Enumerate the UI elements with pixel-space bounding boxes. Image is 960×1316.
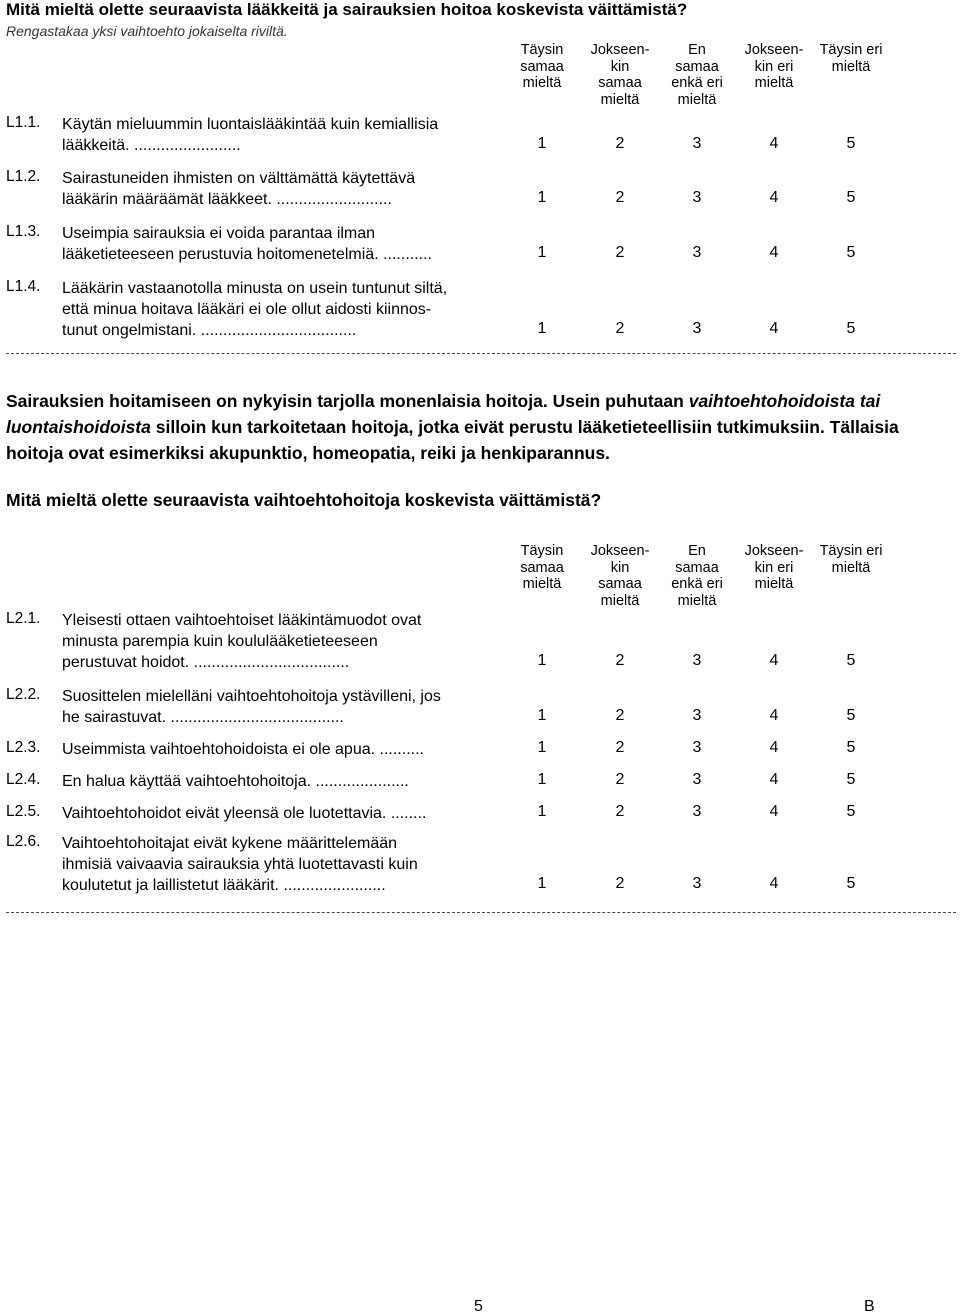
section2-option-3[interactable]: 3 — [692, 652, 702, 669]
section1-header-line: samaa — [598, 75, 642, 91]
intro-paragraph — [6, 388, 956, 466]
section1-question: Mitä mieltä olette seuraavista lääkkeitä ja sairauksien hoitoa koskevista väittämistä? — [6, 0, 688, 19]
section1-item-text: Käytän mieluummin luontaislääkintää kuin kemiallisia — [62, 116, 439, 133]
section1-header-1 — [497, 42, 587, 92]
divider-1 — [6, 353, 956, 354]
section2-option-5[interactable]: 5 — [846, 771, 856, 788]
divider-2 — [6, 912, 956, 913]
section2-header-line: samaa — [598, 576, 642, 592]
section2-option-3[interactable]: 3 — [692, 803, 702, 820]
page-number: 5 — [474, 1298, 483, 1315]
section1-option-1[interactable]: 1 — [537, 135, 547, 152]
section2-item-text: koulutetut ja laillistetut lääkärit. ....................... — [62, 877, 386, 894]
section1-header-line: enkä eri — [671, 75, 723, 91]
section1-option-1[interactable]: 1 — [537, 244, 547, 261]
section1-instruction: Rengastakaa yksi vaihtoehto jokaiselta riviltä. — [6, 23, 288, 39]
section1-header-5 — [806, 42, 896, 75]
section2-header-line: mieltä — [831, 559, 871, 576]
section1-item-number: L1.1. — [6, 114, 41, 131]
section2-header-line: mieltä — [754, 576, 794, 592]
section1-header-line: mieltä — [600, 91, 640, 108]
section2-item-text: perustuvat hoidot. ................................... — [62, 654, 350, 671]
section2-option-1[interactable]: 1 — [537, 771, 547, 788]
section2-option-2[interactable]: 2 — [615, 739, 625, 756]
section2-header-line: mieltä — [522, 576, 562, 592]
section1-option-2[interactable]: 2 — [615, 320, 625, 337]
intro-text-4: hoitoja ovat esimerkiksi akupunktio, homeopatia, reiki ja henkiparannus. — [6, 443, 610, 463]
section2-header-line: mieltä — [600, 592, 640, 609]
section1-header-line: Täysin eri — [819, 42, 883, 58]
intro-text-3: silloin kun tarkoitetaan hoitoja, jotka eivät perustu lääketieteellisiin tutkimuksiin. Tällaisia — [155, 417, 899, 437]
section2-option-2[interactable]: 2 — [615, 771, 625, 788]
section1-item-number: L1.3. — [6, 223, 41, 240]
section1-header-line: samaa — [520, 58, 564, 75]
section2-option-2[interactable]: 2 — [615, 875, 625, 892]
section2-option-2[interactable]: 2 — [615, 652, 625, 669]
section2-header-1 — [497, 543, 587, 593]
intro-italic-2: luontaishoidoista — [6, 417, 151, 437]
section2-item-text: minusta parempia kuin koululääketieteeseen — [62, 633, 378, 650]
section2-header-line: samaa — [520, 559, 564, 576]
section2-option-4[interactable]: 4 — [769, 707, 779, 724]
section1-header-line: mieltä — [677, 91, 717, 108]
section2-header-line: En — [688, 543, 706, 559]
section2-item-text: Vaihtoehtohoitajat eivät kykene määrittelemään — [62, 835, 398, 852]
section1-option-4[interactable]: 4 — [769, 189, 779, 206]
section1-item-number: L1.4. — [6, 278, 41, 295]
section1-header-line: mieltä — [754, 75, 794, 91]
section2-option-4[interactable]: 4 — [769, 771, 779, 788]
section2-option-2[interactable]: 2 — [615, 707, 625, 724]
section2-header-line: kin — [610, 559, 630, 576]
section2-option-3[interactable]: 3 — [692, 739, 702, 756]
section2-item-text: ihmisiä vaivaavia sairauksia yhtä luotettavasti kuin — [62, 856, 418, 873]
section2-header-line: mieltä — [677, 592, 717, 609]
section1-header-line: Jokseen- — [590, 42, 650, 58]
section2-header-line: Jokseen- — [744, 543, 804, 559]
section1-header-line: kin eri — [754, 58, 794, 75]
section2-header-line: enkä eri — [671, 576, 723, 592]
section1-header-line: kin — [610, 58, 630, 75]
section1-option-2[interactable]: 2 — [615, 135, 625, 152]
section1-item-text: tunut ongelmistani. ................................... — [62, 322, 357, 339]
section2-header-5 — [806, 543, 896, 576]
section2-option-1[interactable]: 1 — [537, 803, 547, 820]
section2-item-text: Suosittelen mielelläni vaihtoehtohoitoja ystävilleni, jos — [62, 688, 441, 705]
section2-option-5[interactable]: 5 — [846, 803, 856, 820]
section1-option-5[interactable]: 5 — [846, 320, 856, 337]
section2-option-1[interactable]: 1 — [537, 739, 547, 756]
section1-item-text: Lääkärin vastaanotolla minusta on usein tuntunut siltä, — [62, 280, 448, 297]
section2-item-text: Useimmista vaihtoehtohoidoista ei ole apua. .......... — [62, 741, 424, 758]
section1-option-3[interactable]: 3 — [692, 244, 702, 261]
section2-header-line: Täysin eri — [819, 543, 883, 559]
section1-header-line: samaa — [675, 58, 719, 75]
section1-header-line: mieltä — [522, 75, 562, 91]
section1-header-line: Jokseen- — [744, 42, 804, 58]
section2-item-text: Yleisesti ottaen vaihtoehtoiset lääkintämuodot ovat — [62, 612, 422, 629]
section1-option-3[interactable]: 3 — [692, 189, 702, 206]
section2-item-text: En halua käyttää vaihtoehtohoitoja. ..................... — [62, 773, 409, 790]
section2-option-3[interactable]: 3 — [692, 875, 702, 892]
section2-item-number: L2.4. — [6, 771, 41, 788]
section1-option-5[interactable]: 5 — [846, 189, 856, 206]
section2-option-1[interactable]: 1 — [537, 875, 547, 892]
section2-option-1[interactable]: 1 — [537, 707, 547, 724]
section1-item-text: Useimpia sairauksia ei voida parantaa ilman — [62, 225, 376, 242]
section2-option-1[interactable]: 1 — [537, 652, 547, 669]
section2-item-number: L2.1. — [6, 610, 41, 627]
section2-header-line: Jokseen- — [590, 543, 650, 559]
section1-option-2[interactable]: 2 — [615, 244, 625, 261]
section2-item-number: L2.5. — [6, 803, 41, 820]
section2-option-4[interactable]: 4 — [769, 803, 779, 820]
section2-option-5[interactable]: 5 — [846, 875, 856, 892]
section1-option-5[interactable]: 5 — [846, 135, 856, 152]
section2-option-4[interactable]: 4 — [769, 739, 779, 756]
section2-header-line: Täysin — [520, 543, 564, 559]
intro-text-2: Usein puhutaan — [552, 391, 684, 411]
section1-item-text: lääkärin määräämät lääkkeet. .......................... — [62, 191, 392, 208]
section1-header-line: En — [688, 42, 706, 58]
section2-option-5[interactable]: 5 — [846, 707, 856, 724]
section2-option-5[interactable]: 5 — [846, 652, 856, 669]
section1-option-1[interactable]: 1 — [537, 189, 547, 206]
section1-option-4[interactable]: 4 — [769, 135, 779, 152]
section1-item-text: lääkkeitä. ........................ — [62, 137, 241, 154]
section2-option-4[interactable]: 4 — [769, 875, 779, 892]
section2-item-number: L2.2. — [6, 686, 41, 703]
section1-option-5[interactable]: 5 — [846, 244, 856, 261]
section1-item-text: että minua hoitava lääkäri ei ole ollut aidosti kiinnos- — [62, 301, 432, 318]
section1-option-1[interactable]: 1 — [537, 320, 547, 337]
section1-option-4[interactable]: 4 — [769, 320, 779, 337]
section2-item-number: L2.3. — [6, 739, 41, 756]
section1-item-text: lääketieteeseen perustuvia hoitomenetelmiä. ........... — [62, 246, 432, 263]
section1-header-line: mieltä — [831, 58, 871, 75]
section2-item-text: he sairastuvat. ....................................... — [62, 709, 344, 726]
section2-header-line: samaa — [675, 559, 719, 576]
section2-option-5[interactable]: 5 — [846, 739, 856, 756]
section2-option-3[interactable]: 3 — [692, 771, 702, 788]
section1-option-2[interactable]: 2 — [615, 189, 625, 206]
section2-option-3[interactable]: 3 — [692, 707, 702, 724]
section2-option-2[interactable]: 2 — [615, 803, 625, 820]
section2-item-text: Vaihtoehtohoidot eivät yleensä ole luotettavia. ........ — [62, 805, 427, 822]
section1-item-text: Sairastuneiden ihmisten on välttämättä käytettävä — [62, 170, 416, 187]
intro-italic-1: vaihtoehtohoidoista tai — [688, 391, 881, 411]
section2-question: Mitä mieltä olette seuraavista vaihtoehtohoitoja koskevista väittämistä? — [6, 490, 602, 510]
section1-header-line: Täysin — [520, 42, 564, 58]
section2-option-4[interactable]: 4 — [769, 652, 779, 669]
section1-option-4[interactable]: 4 — [769, 244, 779, 261]
version-letter: B — [864, 1298, 875, 1315]
intro-text-1: Sairauksien hoitamiseen on nykyisin tarjolla monenlaisia hoitoja. — [6, 391, 548, 411]
section1-option-3[interactable]: 3 — [692, 135, 702, 152]
section2-item-number: L2.6. — [6, 833, 41, 850]
section1-option-3[interactable]: 3 — [692, 320, 702, 337]
section1-item-number: L1.2. — [6, 168, 41, 185]
section2-header-line: kin eri — [754, 559, 794, 576]
